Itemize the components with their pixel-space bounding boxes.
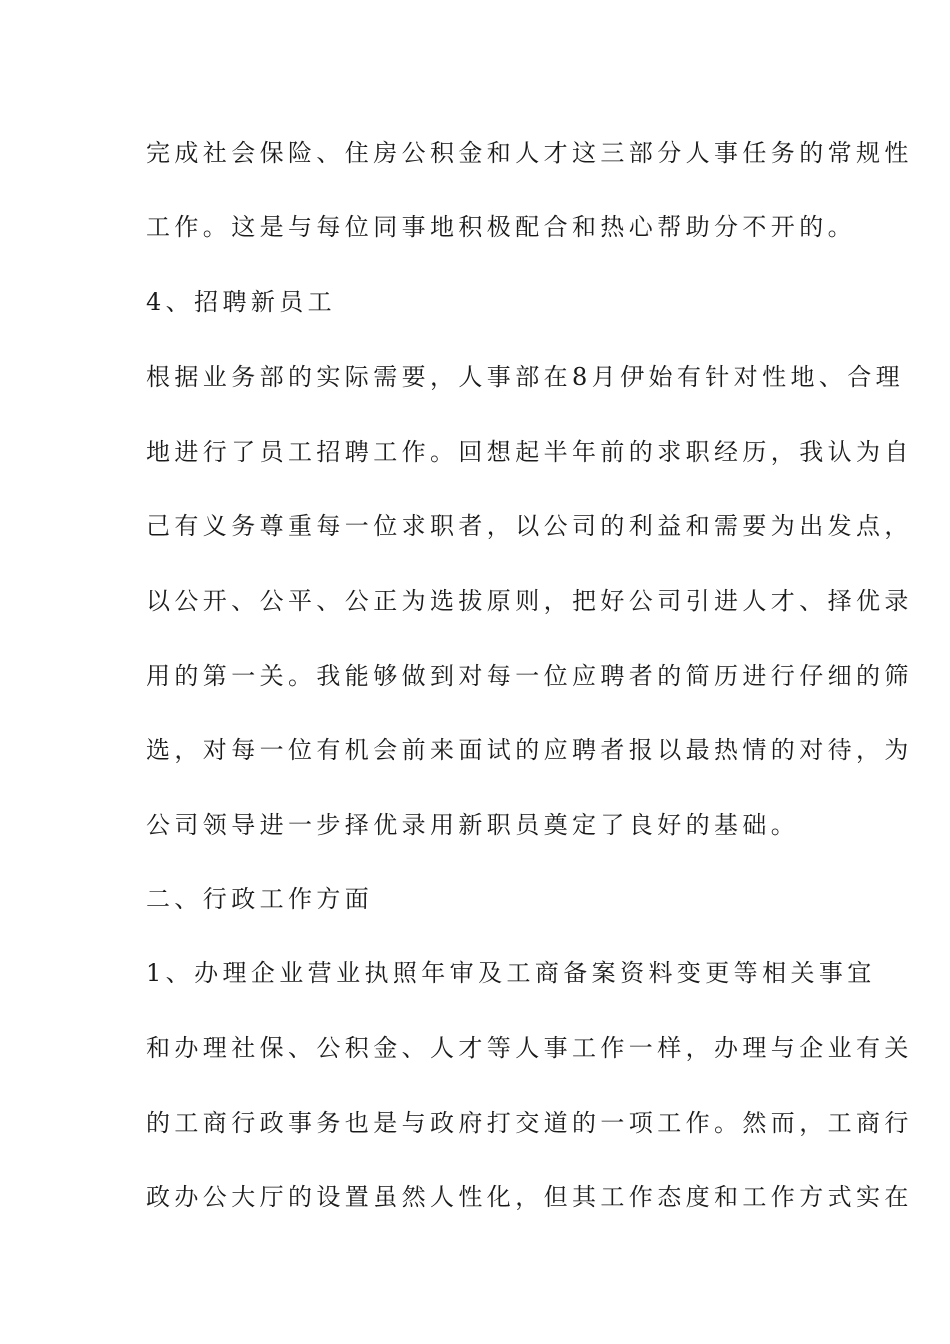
paragraph-line: 用的第一关。我能够做到对每一位应聘者的简历进行仔细的筛 (146, 662, 913, 690)
paragraph-line: 和办理社保、公积金、人才等人事工作一样，办理与企业有关 (146, 1034, 913, 1062)
paragraph-line: 地进行了员工招聘工作。回想起半年前的求职经历，我认为自 (146, 438, 913, 466)
subsection-heading: 1、办理企业营业执照年审及工商备案资料变更等相关事宜 (146, 959, 876, 987)
paragraph-line: 选，对每一位有机会前来面试的应聘者报以最热情的对待，为 (146, 736, 913, 764)
paragraph-line: 以公开、公平、公正为选拔原则，把好公司引进人才、择优录 (146, 587, 913, 615)
paragraph-line: 己有义务尊重每一位求职者，以公司的利益和需要为出发点， (146, 512, 913, 540)
section-heading: 二、行政工作方面 (146, 885, 374, 913)
paragraph-line: 工作。这是与每位同事地积极配合和热心帮助分不开的。 (146, 213, 856, 241)
paragraph-line: 的工商行政事务也是与政府打交道的一项工作。然而，工商行 (146, 1109, 913, 1137)
paragraph-line: 根据业务部的实际需要，人事部在8月伊始有针对性地、合理 (146, 363, 905, 391)
paragraph-line: 公司领导进一步择优录用新职员奠定了良好的基础。 (146, 811, 800, 839)
paragraph-line: 完成社会保险、住房公积金和人才这三部分人事任务的常规性 (146, 139, 913, 167)
section-heading: 4、招聘新员工 (146, 288, 337, 316)
paragraph-line: 政办公大厅的设置虽然人性化，但其工作态度和工作方式实在 (146, 1183, 913, 1211)
